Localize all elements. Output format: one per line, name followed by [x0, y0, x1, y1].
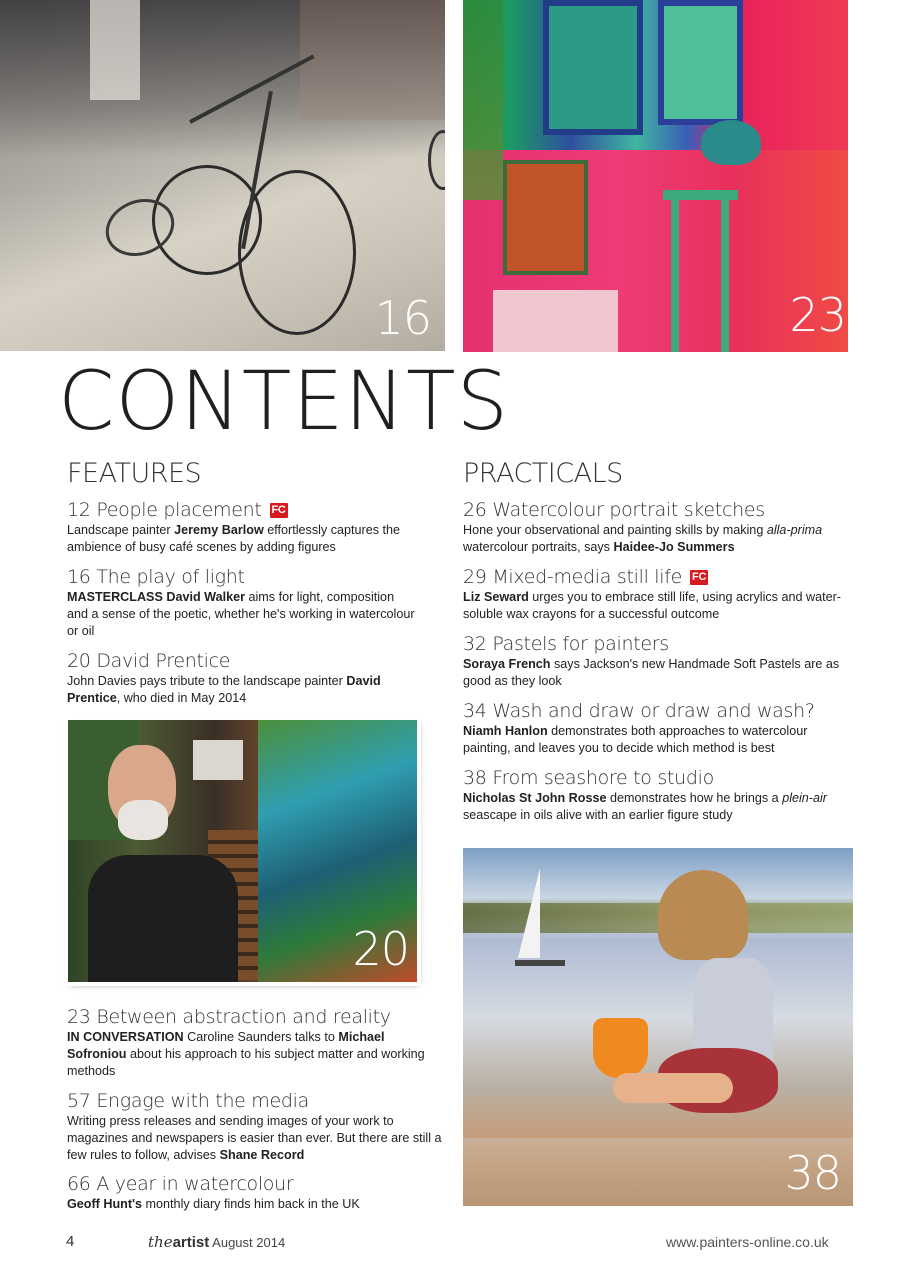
entry-description	[67, 1113, 452, 1164]
description-fragment: Hone your observational and painting skills by making	[463, 523, 767, 537]
description-fragment: Shane Record	[219, 1148, 305, 1162]
contents-entry[interactable]	[463, 632, 848, 690]
description-fragment: Michael Sofroniou	[67, 1030, 385, 1061]
entry-title: 23 Between abstraction and reality	[67, 1006, 391, 1028]
magazine-logo	[148, 1233, 209, 1251]
issue-date: August 2014	[212, 1235, 286, 1250]
description-fragment: says Jackson's new Handmade Soft Pastels are as good as they look	[463, 657, 840, 688]
entry-description	[67, 1029, 447, 1080]
feature-image-bicycles	[0, 0, 445, 351]
page-number-label: 38	[784, 1146, 841, 1200]
folio-page-number: 4	[66, 1233, 75, 1250]
entry-title: 57 Engage with the media	[67, 1090, 309, 1112]
contents-entry[interactable]	[67, 1172, 452, 1213]
contents-entry[interactable]	[67, 1089, 452, 1164]
entry-description	[67, 522, 427, 556]
contents-entry[interactable]	[463, 565, 848, 623]
description-fragment: alla-prima	[766, 523, 823, 537]
entry-title: 66 A year in watercolour	[67, 1173, 294, 1195]
entry-description	[67, 1196, 452, 1213]
logo-the: the	[148, 1233, 173, 1251]
description-fragment: watercolour portraits, says	[463, 540, 614, 554]
description-fragment: Caroline Saunders talks to	[183, 1030, 339, 1044]
website-link[interactable]: www.painters-online.co.uk	[666, 1234, 829, 1250]
features-heading: FEATURES	[67, 458, 202, 489]
description-fragment: Liz Seward	[463, 590, 529, 604]
contents-entry[interactable]	[463, 699, 848, 757]
description-fragment: Soraya French	[463, 657, 551, 671]
description-fragment: Haidee-Jo Summers	[613, 540, 735, 554]
entry-description	[463, 522, 843, 556]
feature-image-seashore	[463, 848, 853, 1206]
description-fragment: effortlessly captures the ambience of busy café scenes by adding figures	[67, 523, 401, 554]
logo-artist: artist	[172, 1234, 210, 1251]
entry-description	[67, 589, 417, 640]
description-fragment: demonstrates both approaches to watercolour painting, and leaves you to decide which method is best	[463, 724, 808, 755]
description-fragment: about his approach to his subject matter and working methods	[67, 1047, 425, 1078]
feature-image-interior	[463, 0, 848, 352]
entry-title: 29 Mixed-media still life	[463, 566, 683, 588]
description-fragment: Jeremy Barlow	[174, 523, 264, 537]
description-fragment: seascape in oils alive with an earlier figure study	[463, 808, 733, 822]
page-title: CONTENTS	[58, 355, 510, 449]
description-fragment: aims for light, composition and a sense of the poetic, whether he's working in watercolour or oil	[67, 590, 415, 638]
page-number-label: 20	[352, 922, 409, 976]
fc-badge: FC	[692, 571, 707, 583]
entry-title: 12 People placement	[67, 499, 262, 521]
entry-description	[67, 673, 417, 707]
contents-entry[interactable]	[67, 1005, 447, 1080]
feature-image-painter	[68, 720, 417, 982]
page-number-label: 16	[374, 291, 431, 345]
description-fragment: IN CONVERSATION	[67, 1030, 184, 1044]
entry-description	[463, 723, 848, 757]
description-fragment: plein-air	[782, 791, 827, 805]
entry-title: 26 Watercolour portrait sketches	[463, 499, 765, 521]
description-fragment: Nicholas St John Rosse	[463, 791, 607, 805]
entry-description	[463, 589, 848, 623]
entry-title: 20 David Prentice	[67, 650, 231, 672]
description-fragment: demonstrates how he brings a	[606, 791, 783, 805]
entry-title: 38 From seashore to studio	[463, 767, 714, 789]
description-fragment: monthly diary finds him back in the UK	[142, 1197, 360, 1211]
description-fragment: Niamh Hanlon	[463, 724, 548, 738]
description-fragment: Writing press releases and sending images of your work to magazines and newspapers is easier than ever. But there are still a few rules to follow, advises	[67, 1114, 442, 1162]
description-fragment: Geoff Hunt's	[67, 1197, 143, 1211]
entry-title: 34 Wash and draw or draw and wash?	[463, 700, 815, 722]
contents-entry[interactable]	[67, 498, 427, 556]
entry-title: 16 The play of light	[67, 566, 245, 588]
contents-entry[interactable]	[67, 649, 417, 707]
description-fragment: John Davies pays tribute to the landscape painter	[67, 674, 347, 688]
description-fragment: David Prentice	[67, 674, 381, 705]
description-fragment: urges you to embrace still life, using acrylics and water-soluble wax crayons for a successful outcome	[463, 590, 841, 621]
contents-entry[interactable]	[67, 565, 417, 640]
description-fragment: , who died in May 2014	[116, 691, 247, 705]
description-fragment: Landscape painter	[67, 523, 175, 537]
description-fragment: MASTERCLASS David Walker	[67, 590, 245, 604]
practicals-heading: PRACTICALS	[463, 458, 623, 489]
magazine-masthead	[148, 1233, 285, 1251]
contents-entry[interactable]	[463, 766, 848, 824]
contents-entry[interactable]	[463, 498, 843, 556]
entry-title: 32 Pastels for painters	[463, 633, 669, 655]
page-number-label: 23	[789, 288, 846, 342]
entry-description	[463, 790, 848, 824]
fc-badge: FC	[271, 504, 286, 516]
entry-description	[463, 656, 848, 690]
